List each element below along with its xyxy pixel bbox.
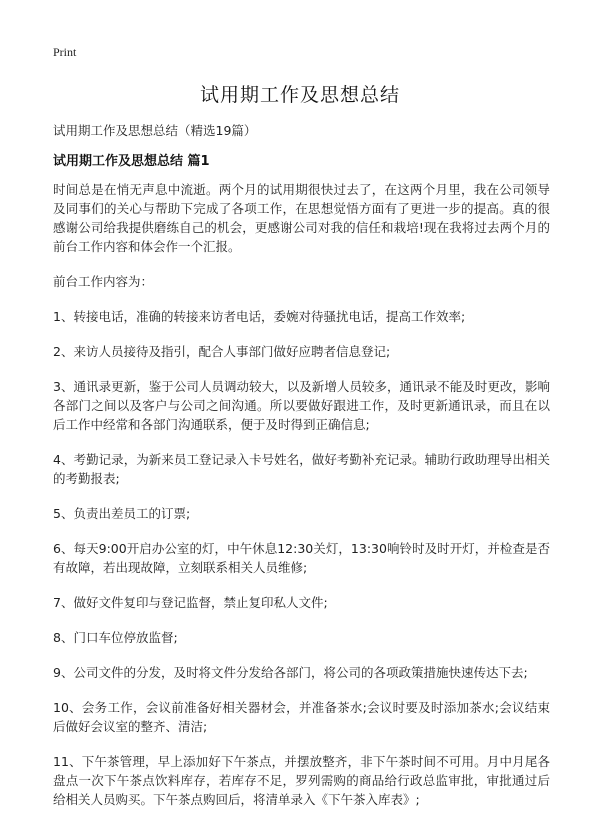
list-item: 2、来访人员接待及指引，配合人事部门做好应聘者信息登记; — [53, 344, 391, 359]
paragraph-intro: 时间总是在悄无声息中流逝。两个月的试用期很快过去了，在这两个月里，我在公司领导及同事们的关心与帮助下完成了各项工作，在思想觉悟方面有了更进一步的提高。真的很感谢公司给我提供磨练自己的机会，更感谢公司对我的信任和栽培!现在我将过去两个月的前台工作内容和体会作一个汇报。 — [53, 182, 550, 254]
document-body — [53, 180, 550, 825]
print-label: Print — [53, 45, 77, 59]
list-item: 3、通讯录更新，鉴于公司人员调动较大，以及新增人员较多，通讯录不能及时更改，影响各部门之间以及客户与公司之间沟通。所以要做好跟进工作，及时更新通讯录，而且在以后工作中经常和各部门沟通联系，便于及时得到正确信息; — [53, 379, 550, 432]
list-item: 6、每天9:00开启办公室的灯，中午休息12:30关灯，13:30响铃时及时开灯，并检查是否有故障，若出现故障，立刻联系相关人员维修; — [53, 541, 550, 575]
list-item: 5、负责出差员工的订票; — [53, 506, 191, 521]
list-item: 4、考勤记录，为新来员工登记录入卡号姓名，做好考勤补充记录。辅助行政助理导出相关的考勤报表; — [53, 452, 550, 486]
list-item: 7、做好文件复印与登记监督，禁止复印私人文件; — [53, 595, 328, 610]
list-item: 10、会务工作，会议前准备好相关器材会，并准备茶水;会议时要及时添加茶水;会议结束后做好会议室的整齐、清洁; — [53, 700, 550, 734]
document-title: 试用期工作及思想总结 — [199, 84, 400, 106]
section-heading: 试用期工作及思想总结 篇1 — [53, 154, 210, 169]
document-subtitle: 试用期工作及思想总结（精选19篇） — [53, 123, 257, 138]
list-item: 11、下午茶管理，早上添加好下午茶点，并摆放整齐，非下午茶时间不可用。月中月尾各盘点一次下午茶点饮料库存，若库存不足，罗列需购的商品给行政总监审批，审批通过后给相关人员购买。下午茶点购回后，将清单录入《下午茶入库表》; — [53, 754, 550, 807]
list-item: 1、转接电话，准确的转接来访者电话，委婉对待骚扰电话，提高工作效率; — [53, 309, 466, 324]
paragraph-duties-heading: 前台工作内容为： — [53, 274, 154, 289]
list-item: 9、公司文件的分发，及时将文件分发给各部门，将公司的各项政策措施快速传达下去; — [53, 665, 528, 680]
list-item: 8、门口车位停放监督; — [53, 630, 178, 645]
